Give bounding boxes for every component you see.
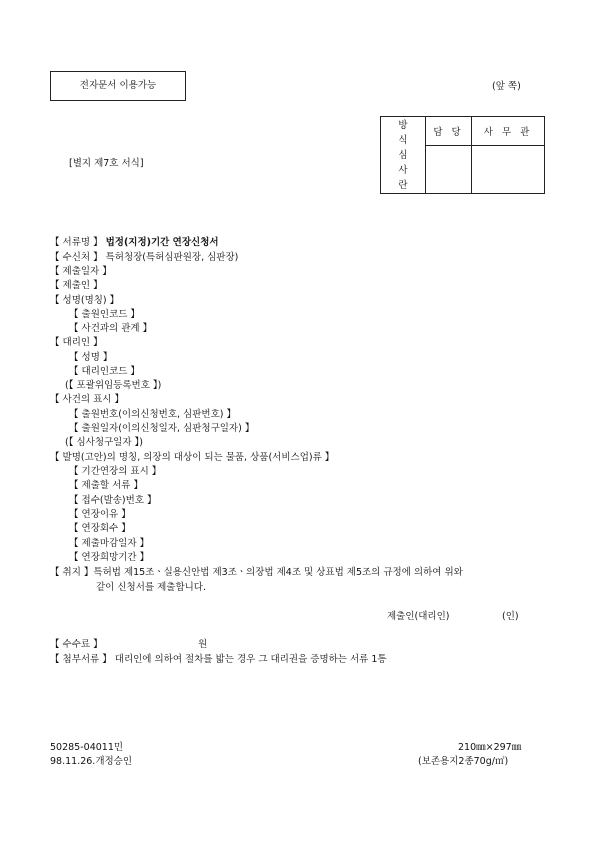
seal-label: (인) [502,611,519,622]
applicant-code-line: 【 출원인코드 】 [69,309,140,320]
extension-reason-line: 【 연장이유 】 [69,509,131,520]
invention-title-line: 【 발명(고안)의 명칭, 의장의 대상이 되는 물품, 상품(서비스업)류 】 [50,452,335,463]
desired-period-line: 【 연장희망기간 】 [69,552,150,563]
approval-char: 식 [398,134,408,146]
paper-type: (보존용지2종70g/㎡) [418,756,509,767]
fee-unit: 원 [198,639,208,650]
purpose-line-2: 같이 신청서를 제출합니다. [96,582,207,593]
approval-char: 방 [398,119,408,131]
approval-col-officer: 사 무 관 [472,117,545,146]
submitter-line: 【 제출인 】 [50,280,103,291]
doc-name-line [50,236,219,250]
fee-label: 【 수수료 】 [50,639,103,650]
approval-cell-officer[interactable] [472,146,545,194]
approval-vertical-label [381,117,426,194]
approval-col-staff: 담 당 [426,117,472,146]
electronic-document-label: 전자문서 이용가능 [79,80,157,91]
doc-name-value: 법정(지정)기간 연장신청서 [105,237,219,248]
document-to-submit-line: 【 제출할 서류 】 [69,480,143,491]
exam-request-date-line: (【 심사청구일자 】) [65,437,144,448]
receipt-number-line: 【 접수(발송)번호 】 [69,495,157,506]
case-relation-line: 【 사건과의 관계 】 [69,323,153,334]
agent-name-line: 【 성명 】 [69,352,113,363]
attachment-line: 【 첨부서류 】 대리인에 의하여 절차를 밟는 경우 그 대리권을 증명하는 서류 1통 [50,654,387,665]
approval-char: 심 [398,149,408,161]
submit-date-line: 【 제출일자 】 [50,266,112,277]
purpose-line: 【 취지 】특허법 제15조ㆍ실용신안법 제3조ㆍ의장법 제4조 및 상표법 제5조의 규정에 의하여 위와 [50,567,463,578]
approval-table [380,116,545,194]
recipient-line: 【 수신처 】 특허청장(특허심판원장, 심판장) [50,252,239,263]
power-of-attorney-line: (【 포괄위임등록번호 】) [65,380,162,391]
application-date-line: 【 출원일자(이의신청일자, 심판청구일자) 】 [69,423,255,434]
approval-date: 98.11.26.개정승인 [50,756,133,767]
form-number: [별지 제7호 서식] [69,158,144,169]
extension-count-line: 【 연장회수 】 [69,523,131,534]
doc-name-label: 【 서류명 】 [50,237,103,248]
agent-line: 【 대리인 】 [50,337,103,348]
front-side-label: (앞 쪽) [492,81,521,92]
application-number-line: 【 출원번호(이의신청번호, 심판번호) 】 [69,409,236,420]
deadline-date-line: 【 제출마감일자 】 [69,538,150,549]
approval-cell-staff[interactable] [426,146,472,194]
paper-size: 210㎜×297㎜ [458,742,522,753]
fee-line [50,638,103,652]
submitter-signature-label: 제출인(대리인) [387,611,450,622]
extension-indication-line: 【 기간연장의 표시 】 [69,466,162,477]
name-line: 【 성명(명칭) 】 [50,295,120,306]
case-indication-line: 【 사건의 표시 】 [50,394,124,405]
approval-char: 사 [398,164,408,176]
approval-char: 란 [398,179,408,191]
electronic-document-box [50,71,186,101]
agent-code-line: 【 대리인코드 】 [69,366,140,377]
form-code: 50285-04011민 [50,742,124,753]
